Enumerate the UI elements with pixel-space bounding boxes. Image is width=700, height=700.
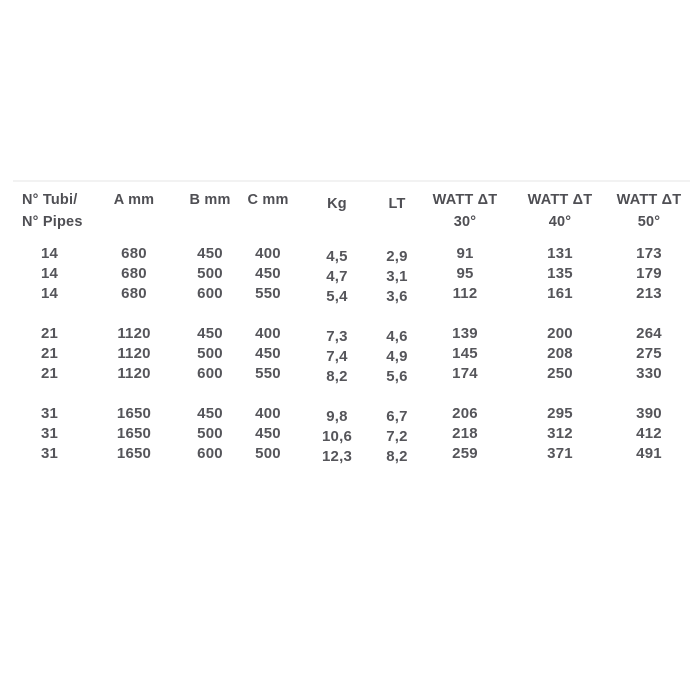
table-cell: 550 [255,285,281,302]
table-cell: 450 [197,245,223,262]
table-cell: 250 [547,365,573,382]
table-cell: 21 [40,365,59,382]
table-cell: 412 [636,425,662,442]
table-row [13,324,690,344]
table-row [13,364,690,384]
table-cell: 1120 [117,365,151,382]
table-cell: 1120 [117,325,151,342]
table-cell: 12,3 [322,448,352,465]
table-cell: 7,2 [386,428,408,445]
table-cell: 206 [452,405,478,422]
table-cell: 1650 [116,425,152,442]
column-header-c-mm-label: C mm [247,192,289,208]
column-header-watt-50-line1: WATT ΔT [616,192,682,208]
table-cell: 3,1 [386,268,408,285]
row-group [13,244,690,304]
table-cell: 131 [547,245,573,262]
column-header-kg-label: Kg [327,196,347,212]
table-cell: 500 [197,265,223,282]
table-cell: 95 [456,265,474,282]
table-row [13,444,690,464]
table-cell: 450 [197,405,223,422]
column-header-watt-40-line1: WATT ΔT [527,192,593,208]
table-cell: 400 [255,245,281,262]
table-cell: 31 [40,405,59,422]
table-row [13,344,690,364]
table-cell: 161 [547,285,573,302]
table-cell: 390 [636,405,662,422]
table-cell: 4,9 [386,348,408,365]
table-cell: 10,6 [322,428,352,445]
table-cell: 4,5 [326,248,348,265]
table-cell: 5,4 [326,288,348,305]
table-cell: 450 [255,345,281,362]
table-cell: 2,9 [386,248,408,265]
table-cell: 31 [40,445,59,462]
table-cell: 14 [40,265,59,282]
column-header-pipes-line1: N° Tubi/ [22,192,78,208]
table-cell: 14 [40,285,59,302]
table-cell: 600 [197,365,223,382]
table-cell: 680 [121,245,147,262]
table-cell: 8,2 [386,448,408,465]
row-group [13,404,690,464]
column-header-kg [298,193,376,237]
column-header-b-mm-label: B mm [189,192,231,208]
table-cell: 4,6 [386,328,408,345]
table-cell: 21 [40,325,59,342]
table-cell: 450 [255,425,281,442]
table-cell: 208 [547,345,573,362]
table-cell: 680 [121,265,147,282]
table-row [13,404,690,424]
column-header-pipes-line2: N° Pipes [22,214,83,230]
table-cell: 1120 [117,345,151,362]
table-cell: 491 [636,445,662,462]
column-header-watt-30-line2: 30° [453,214,477,230]
table-cell: 600 [197,445,223,462]
spec-table [13,180,690,464]
column-header-watt-50 [608,189,690,233]
table-cell: 218 [452,425,478,442]
column-header-watt-30 [418,189,512,233]
table-cell: 500 [255,445,281,462]
table-cell: 145 [452,345,478,362]
table-cell: 7,4 [326,348,348,365]
column-header-lt [376,193,418,237]
table-cell: 14 [40,245,59,262]
table-cell: 600 [197,285,223,302]
table-cell: 179 [636,265,662,282]
column-header-pipes [13,189,86,233]
table-cell: 680 [121,285,147,302]
column-header-a-mm [86,189,182,233]
table-cell: 550 [255,365,281,382]
column-header-a-mm-label: A mm [113,192,155,208]
table-cell: 500 [197,425,223,442]
table-cell: 5,6 [386,368,408,385]
table-cell: 295 [547,405,573,422]
table-cell: 400 [255,325,281,342]
table-cell: 6,7 [386,408,408,425]
column-header-b-mm [182,189,238,233]
table-header-row [13,182,690,233]
table-cell: 371 [547,445,573,462]
table-cell: 174 [452,365,478,382]
table-row [13,424,690,444]
table-cell: 8,2 [326,368,348,385]
table-cell: 1650 [116,445,152,462]
column-header-watt-30-line1: WATT ΔT [432,192,498,208]
table-cell: 3,6 [386,288,408,305]
table-cell: 135 [547,265,573,282]
column-header-watt-50-line2: 50° [637,214,661,230]
table-row [13,264,690,284]
table-cell: 139 [452,325,478,342]
table-cell: 4,7 [326,268,348,285]
column-header-watt-40-line2: 40° [548,214,572,230]
table-cell: 7,3 [326,328,348,345]
table-cell: 173 [636,245,662,262]
table-cell: 400 [255,405,281,422]
table-row [13,244,690,264]
table-cell: 9,8 [326,408,348,425]
table-cell: 264 [636,325,662,342]
table-cell: 312 [547,425,573,442]
table-cell: 450 [255,265,281,282]
table-cell: 21 [40,345,59,362]
table-cell: 259 [452,445,478,462]
table-cell: 450 [197,325,223,342]
table-cell: 500 [197,345,223,362]
table-row [13,284,690,304]
table-cell: 213 [636,285,662,302]
table-cell: 112 [452,285,478,302]
table-cell: 275 [636,345,662,362]
column-header-lt-label: LT [388,196,406,212]
table-cell: 91 [456,245,474,262]
table-cell: 31 [40,425,59,442]
row-group [13,324,690,384]
column-header-watt-40 [512,189,608,233]
table-body [13,244,690,464]
table-cell: 200 [547,325,573,342]
table-cell: 330 [636,365,662,382]
table-cell: 1650 [116,405,152,422]
column-header-c-mm [238,189,298,233]
